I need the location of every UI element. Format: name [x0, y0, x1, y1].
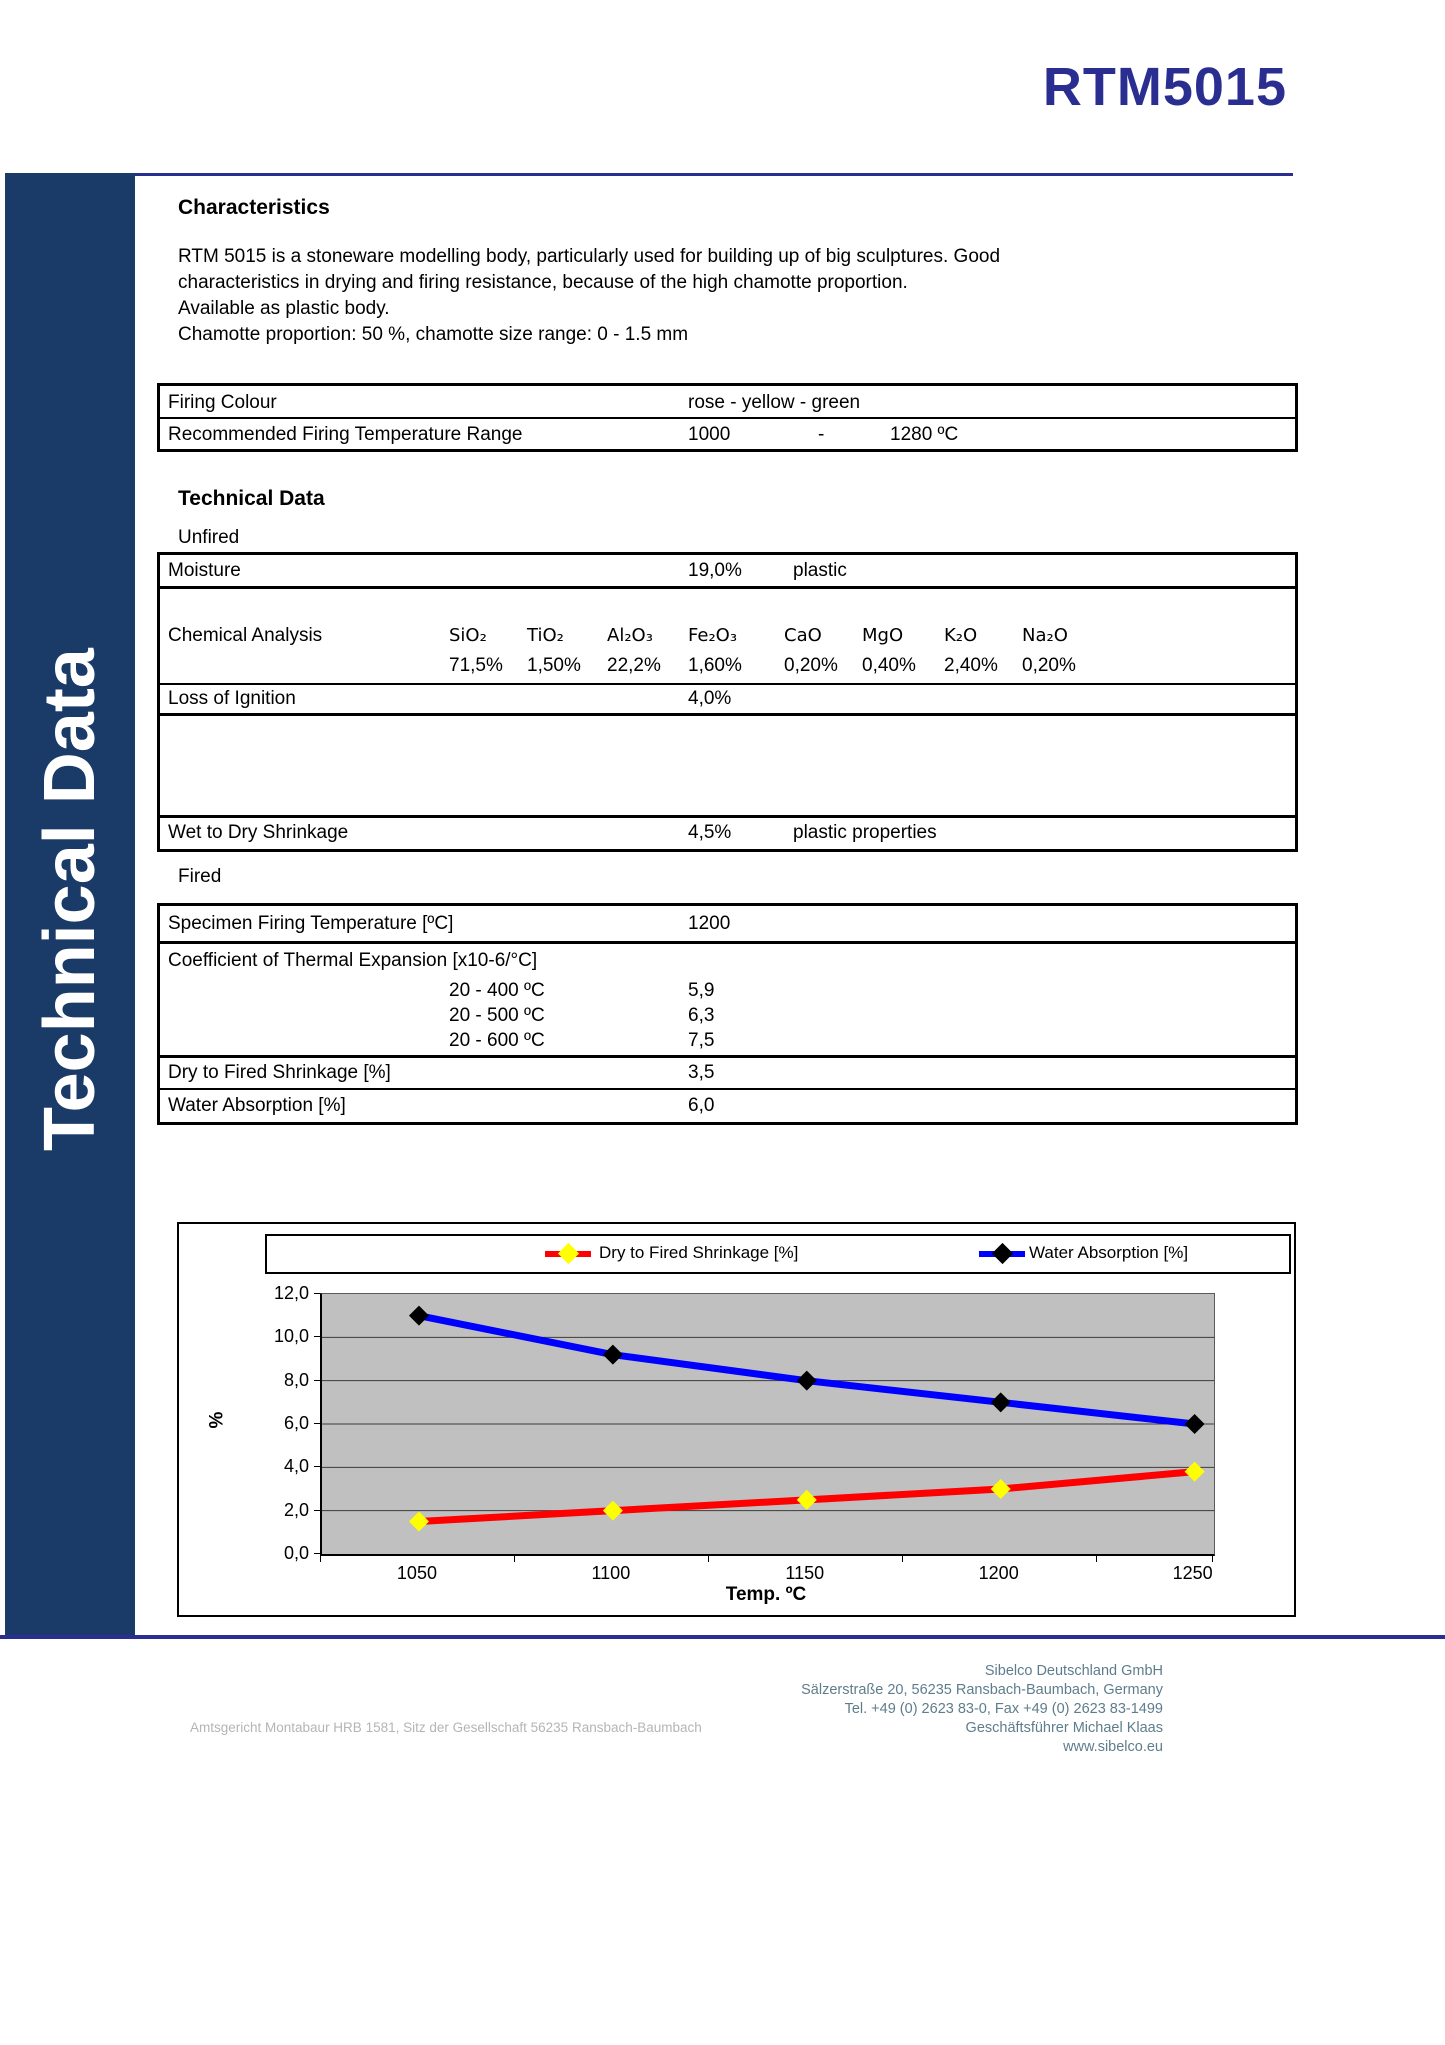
chem-value: 2,40%: [944, 655, 998, 676]
cte-range: 20 - 500 ºC: [449, 1005, 545, 1026]
x-tick-label: 1050: [396, 1563, 437, 1583]
x-tick-mark: [320, 1555, 321, 1562]
chem-header: TiO₂: [527, 625, 564, 646]
y-tick-label: 8,0: [283, 1369, 309, 1390]
y-tick-mark: [314, 1553, 320, 1554]
paragraph-line: RTM 5015 is a stoneware modelling body, particularly used for building up of big sculptures. Good: [178, 246, 1001, 267]
legend-marker-series-1: [992, 1243, 1013, 1264]
x-tick-label: 1150: [785, 1563, 825, 1583]
firing-colour-label: Firing Colour: [168, 392, 277, 413]
sidebar-vertical-label: Technical Data: [30, 648, 110, 1152]
top-rule: [135, 173, 1293, 176]
y-tick-mark: [314, 1336, 320, 1337]
legend-label-series-0: Dry to Fired Shrinkage [%]: [599, 1243, 799, 1262]
chem-value: 0,40%: [862, 655, 916, 676]
x-tick-mark: [708, 1555, 709, 1562]
chem-value: 1,50%: [527, 655, 581, 676]
x-tick-mark: [1212, 1555, 1213, 1562]
y-tick-mark: [314, 1466, 320, 1467]
cte-range: 20 - 400 ºC: [449, 980, 545, 1001]
dry-to-fired-value: 3,5: [688, 1062, 715, 1083]
fired-table: [157, 903, 1298, 1125]
firing-range-label: Recommended Firing Temperature Range: [168, 424, 523, 445]
footer-phone-fax: Tel. +49 (0) 2623 83-0, Fax +49 (0) 2623 83-1499: [844, 1701, 1163, 1717]
y-tick-label: 12,0: [273, 1283, 309, 1303]
loss-of-ignition-label: Loss of Ignition: [168, 688, 296, 709]
x-tick-mark: [1096, 1555, 1097, 1562]
footer-company-name: Sibelco Deutschland GmbH: [984, 1663, 1163, 1679]
paragraph-line: characteristics in drying and firing resistance, because of the high chamotte proportion.: [178, 272, 908, 293]
x-tick-label: 1250: [1172, 1563, 1213, 1583]
table-separator: [160, 1088, 1295, 1090]
footer-website: www.sibelco.eu: [1063, 1739, 1163, 1755]
technical-data-heading: Technical Data: [178, 487, 325, 510]
cte-range: 20 - 600 ºC: [449, 1030, 545, 1051]
wet-to-dry-label: Wet to Dry Shrinkage: [168, 822, 349, 843]
cte-label: Coefficient of Thermal Expansion [x10-6/°C]: [168, 950, 538, 971]
y-axis-title: %: [206, 1411, 228, 1429]
wet-to-dry-value: 4,5%: [688, 822, 732, 843]
footer-company-block: [801, 1662, 1163, 1757]
water-absorption-value: 6,0: [688, 1095, 715, 1116]
footer-managing-director: Geschäftsführer Michael Klaas: [965, 1720, 1163, 1736]
plot-area: [320, 1293, 1215, 1556]
footer-address: Sälzerstraße 20, 56235 Ransbach-Baumbach, Germany: [801, 1682, 1163, 1698]
table-separator: [160, 815, 1295, 818]
x-tick-label: 1100: [591, 1563, 631, 1583]
y-tick-mark: [314, 1510, 320, 1511]
characteristics-heading: Characteristics: [178, 196, 330, 219]
firing-range-to: 1280 ºC: [890, 424, 959, 445]
paragraph-line: Available as plastic body.: [178, 298, 390, 319]
y-tick-label: 10,0: [273, 1326, 309, 1347]
chem-header: Fe₂O₃: [688, 625, 738, 646]
moisture-value: 19,0%: [688, 560, 742, 581]
chem-value: 1,60%: [688, 655, 742, 676]
legend-marker-series-0: [558, 1243, 579, 1264]
chart-legend: [265, 1234, 1291, 1274]
paragraph-line: Chamotte proportion: 50 %, chamotte size range: 0 - 1.5 mm: [178, 324, 689, 345]
firing-colour-table: [157, 383, 1298, 452]
chemical-analysis-label: Chemical Analysis: [168, 625, 323, 646]
x-tick-mark: [514, 1555, 515, 1562]
firing-range-dash: -: [818, 424, 825, 445]
table-separator: [160, 417, 1295, 419]
y-tick-mark: [314, 1293, 320, 1294]
cte-value: 5,9: [688, 980, 715, 1001]
table-separator: [160, 1055, 1295, 1058]
chem-value: 71,5%: [449, 655, 503, 676]
table-separator: [160, 713, 1295, 716]
chem-value: 22,2%: [607, 655, 661, 676]
y-tick-label: 2,0: [283, 1499, 309, 1520]
y-tick-label: 0,0: [283, 1543, 309, 1563]
firing-colour-value: rose - yellow - green: [688, 392, 861, 413]
bottom-rule: [0, 1635, 1445, 1639]
specimen-temp-value: 1200: [688, 913, 731, 934]
moisture-note: plastic: [793, 560, 847, 581]
chem-header: CaO: [784, 625, 822, 646]
legend-label-series-1: Water Absorption [%]: [1029, 1243, 1189, 1262]
loss-of-ignition-value: 4,0%: [688, 688, 732, 709]
footer-legal-text: Amtsgericht Montabaur HRB 1581, Sitz der Gesellschaft 56235 Ransbach-Baumbach: [190, 1720, 702, 1735]
chem-header: K₂O: [944, 625, 978, 646]
chem-value: 0,20%: [1022, 655, 1076, 676]
x-tick-mark: [902, 1555, 903, 1562]
cte-value: 6,3: [688, 1005, 715, 1026]
wet-to-dry-note: plastic properties: [793, 822, 937, 843]
chart: [177, 1222, 1296, 1617]
dry-to-fired-label: Dry to Fired Shrinkage [%]: [168, 1062, 391, 1083]
y-tick-label: 6,0: [283, 1413, 309, 1433]
y-tick-mark: [314, 1380, 320, 1381]
chem-value: 0,20%: [784, 655, 838, 676]
table-separator: [160, 941, 1295, 944]
chem-header: SiO₂: [449, 625, 487, 646]
cte-value: 7,5: [688, 1030, 715, 1051]
table-separator: [160, 683, 1295, 685]
unfired-heading: Unfired: [178, 527, 240, 548]
fired-heading: Fired: [178, 866, 222, 887]
y-tick-label: 4,0: [283, 1456, 309, 1477]
water-absorption-label: Water Absorption [%]: [168, 1095, 346, 1116]
x-tick-label: 1200: [978, 1563, 1019, 1583]
chem-header: Na₂O: [1022, 625, 1068, 646]
chem-header: Al₂O₃: [607, 625, 653, 646]
unfired-table: [157, 552, 1298, 852]
specimen-temp-label: Specimen Firing Temperature [ºC]: [168, 913, 454, 934]
characteristics-paragraph: [178, 244, 1138, 348]
firing-range-from: 1000: [688, 424, 731, 445]
table-separator: [160, 586, 1295, 589]
chem-header: MgO: [862, 625, 904, 646]
page-title: RTM5015: [1042, 57, 1287, 117]
moisture-label: Moisture: [168, 560, 241, 581]
y-tick-mark: [314, 1423, 320, 1424]
x-axis-title: Temp. ºC: [725, 1584, 807, 1605]
